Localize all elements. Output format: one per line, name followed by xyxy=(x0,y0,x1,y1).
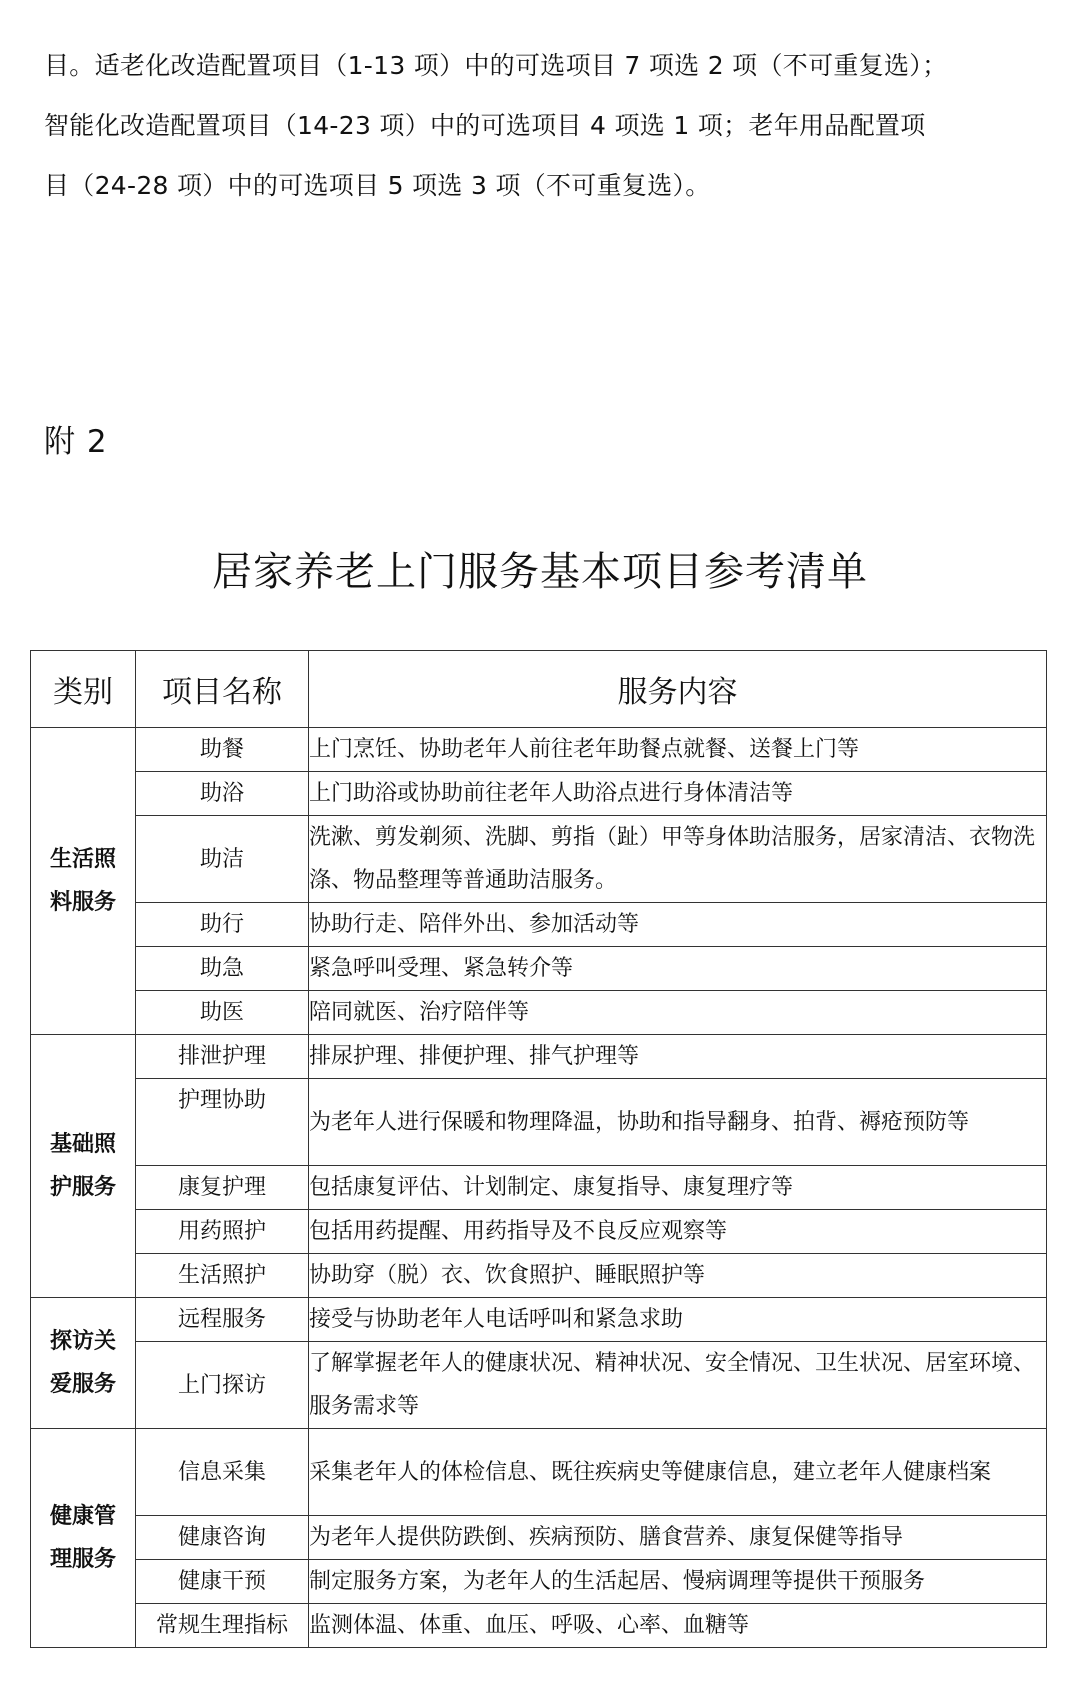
item-content: 接受与协助老年人电话呼叫和紧急求助 xyxy=(309,1298,1047,1342)
item-content: 包括用药提醒、用药指导及不良反应观察等 xyxy=(309,1210,1047,1254)
item-name: 排泄护理 xyxy=(136,1035,309,1079)
table-row xyxy=(31,1166,1047,1210)
item-content: 为老年人进行保暖和物理降温，协助和指导翻身、拍背、褥疮预防等 xyxy=(309,1079,1047,1166)
item-name: 信息采集 xyxy=(136,1429,309,1516)
item-name: 常规生理指标 xyxy=(136,1604,309,1648)
item-content: 紧急呼叫受理、紧急转介等 xyxy=(309,947,1047,991)
table-row xyxy=(31,903,1047,947)
item-content: 了解掌握老年人的健康状况、精神状况、安全情况、卫生状况、居室环境、服务需求等 xyxy=(309,1342,1047,1429)
table-row xyxy=(31,1429,1047,1516)
header-service-content: 服务内容 xyxy=(309,651,1047,728)
item-name: 助浴 xyxy=(136,772,309,816)
intro-line: 目。适老化改造配置项目（1-13 项）中的可选项目 7 项选 2 项（不可重复选）； xyxy=(44,51,948,80)
table-row xyxy=(31,816,1047,903)
category-cell xyxy=(31,1429,136,1648)
item-content: 洗漱、剪发剃须、洗脚、剪指（趾）甲等身体助洁服务，居家清洁、衣物洗涤、物品整理等普通助洁服务。 xyxy=(309,816,1047,903)
category-name-line: 探访关 xyxy=(49,1329,116,1354)
table-row xyxy=(31,1079,1047,1166)
item-content: 排尿护理、排便护理、排气护理等 xyxy=(309,1035,1047,1079)
item-name: 康复护理 xyxy=(136,1166,309,1210)
service-list-table xyxy=(30,650,1047,1648)
intro-line: 目（24-28 项）中的可选项目 5 项选 3 项（不可重复选）。 xyxy=(44,171,711,200)
item-content: 陪同就医、治疗陪伴等 xyxy=(309,991,1047,1035)
item-name: 助餐 xyxy=(136,728,309,772)
category-name-line: 基础照 xyxy=(49,1132,116,1157)
header-item-name: 项目名称 xyxy=(136,651,309,728)
item-content: 为老年人提供防跌倒、疾病预防、膳食营养、康复保健等指导 xyxy=(309,1516,1047,1560)
item-content: 协助穿（脱）衣、饮食照护、睡眠照护等 xyxy=(309,1254,1047,1298)
table-row xyxy=(31,1254,1047,1298)
category-name-line: 护服务 xyxy=(49,1175,116,1200)
intro-paragraph xyxy=(44,36,1044,216)
intro-line: 智能化改造配置项目（14-23 项）中的可选项目 4 项选 1 项；老年用品配置项 xyxy=(44,111,926,140)
item-content: 采集老年人的体检信息、既往疾病史等健康信息，建立老年人健康档案 xyxy=(309,1429,1047,1516)
category-name-line: 健康管 xyxy=(49,1504,116,1529)
table-row xyxy=(31,1035,1047,1079)
annex-label: 附 2 xyxy=(44,424,108,460)
table-header-row xyxy=(31,651,1047,728)
table-row xyxy=(31,1516,1047,1560)
item-name: 用药照护 xyxy=(136,1210,309,1254)
table-row xyxy=(31,728,1047,772)
item-name: 生活照护 xyxy=(136,1254,309,1298)
item-name: 健康咨询 xyxy=(136,1516,309,1560)
item-name: 护理协助 xyxy=(136,1079,309,1166)
category-cell xyxy=(31,728,136,1035)
category-cell xyxy=(31,1035,136,1298)
table-row xyxy=(31,947,1047,991)
header-category: 类别 xyxy=(31,651,136,728)
category-name-line: 生活照 xyxy=(49,847,116,872)
category-cell xyxy=(31,1298,136,1429)
item-content: 监测体温、体重、血压、呼吸、心率、血糖等 xyxy=(309,1604,1047,1648)
item-name: 远程服务 xyxy=(136,1298,309,1342)
item-content: 制定服务方案，为老年人的生活起居、慢病调理等提供干预服务 xyxy=(309,1560,1047,1604)
item-content: 包括康复评估、计划制定、康复指导、康复理疗等 xyxy=(309,1166,1047,1210)
item-name: 助医 xyxy=(136,991,309,1035)
category-name-line: 料服务 xyxy=(49,890,116,915)
category-name-line: 理服务 xyxy=(49,1547,116,1572)
table-row xyxy=(31,1210,1047,1254)
table-row xyxy=(31,1604,1047,1648)
category-name-line: 爱服务 xyxy=(49,1372,116,1397)
item-content: 上门助浴或协助前往老年人助浴点进行身体清洁等 xyxy=(309,772,1047,816)
item-name: 助洁 xyxy=(136,816,309,903)
item-name: 上门探访 xyxy=(136,1342,309,1429)
item-name: 助行 xyxy=(136,903,309,947)
table-row xyxy=(31,772,1047,816)
table-row xyxy=(31,1342,1047,1429)
table-row xyxy=(31,1298,1047,1342)
item-content: 上门烹饪、协助老年人前往老年助餐点就餐、送餐上门等 xyxy=(309,728,1047,772)
document-title: 居家养老上门服务基本项目参考清单 xyxy=(212,549,868,595)
item-name: 助急 xyxy=(136,947,309,991)
item-name: 健康干预 xyxy=(136,1560,309,1604)
table-row xyxy=(31,991,1047,1035)
table-row xyxy=(31,1560,1047,1604)
item-content: 协助行走、陪伴外出、参加活动等 xyxy=(309,903,1047,947)
